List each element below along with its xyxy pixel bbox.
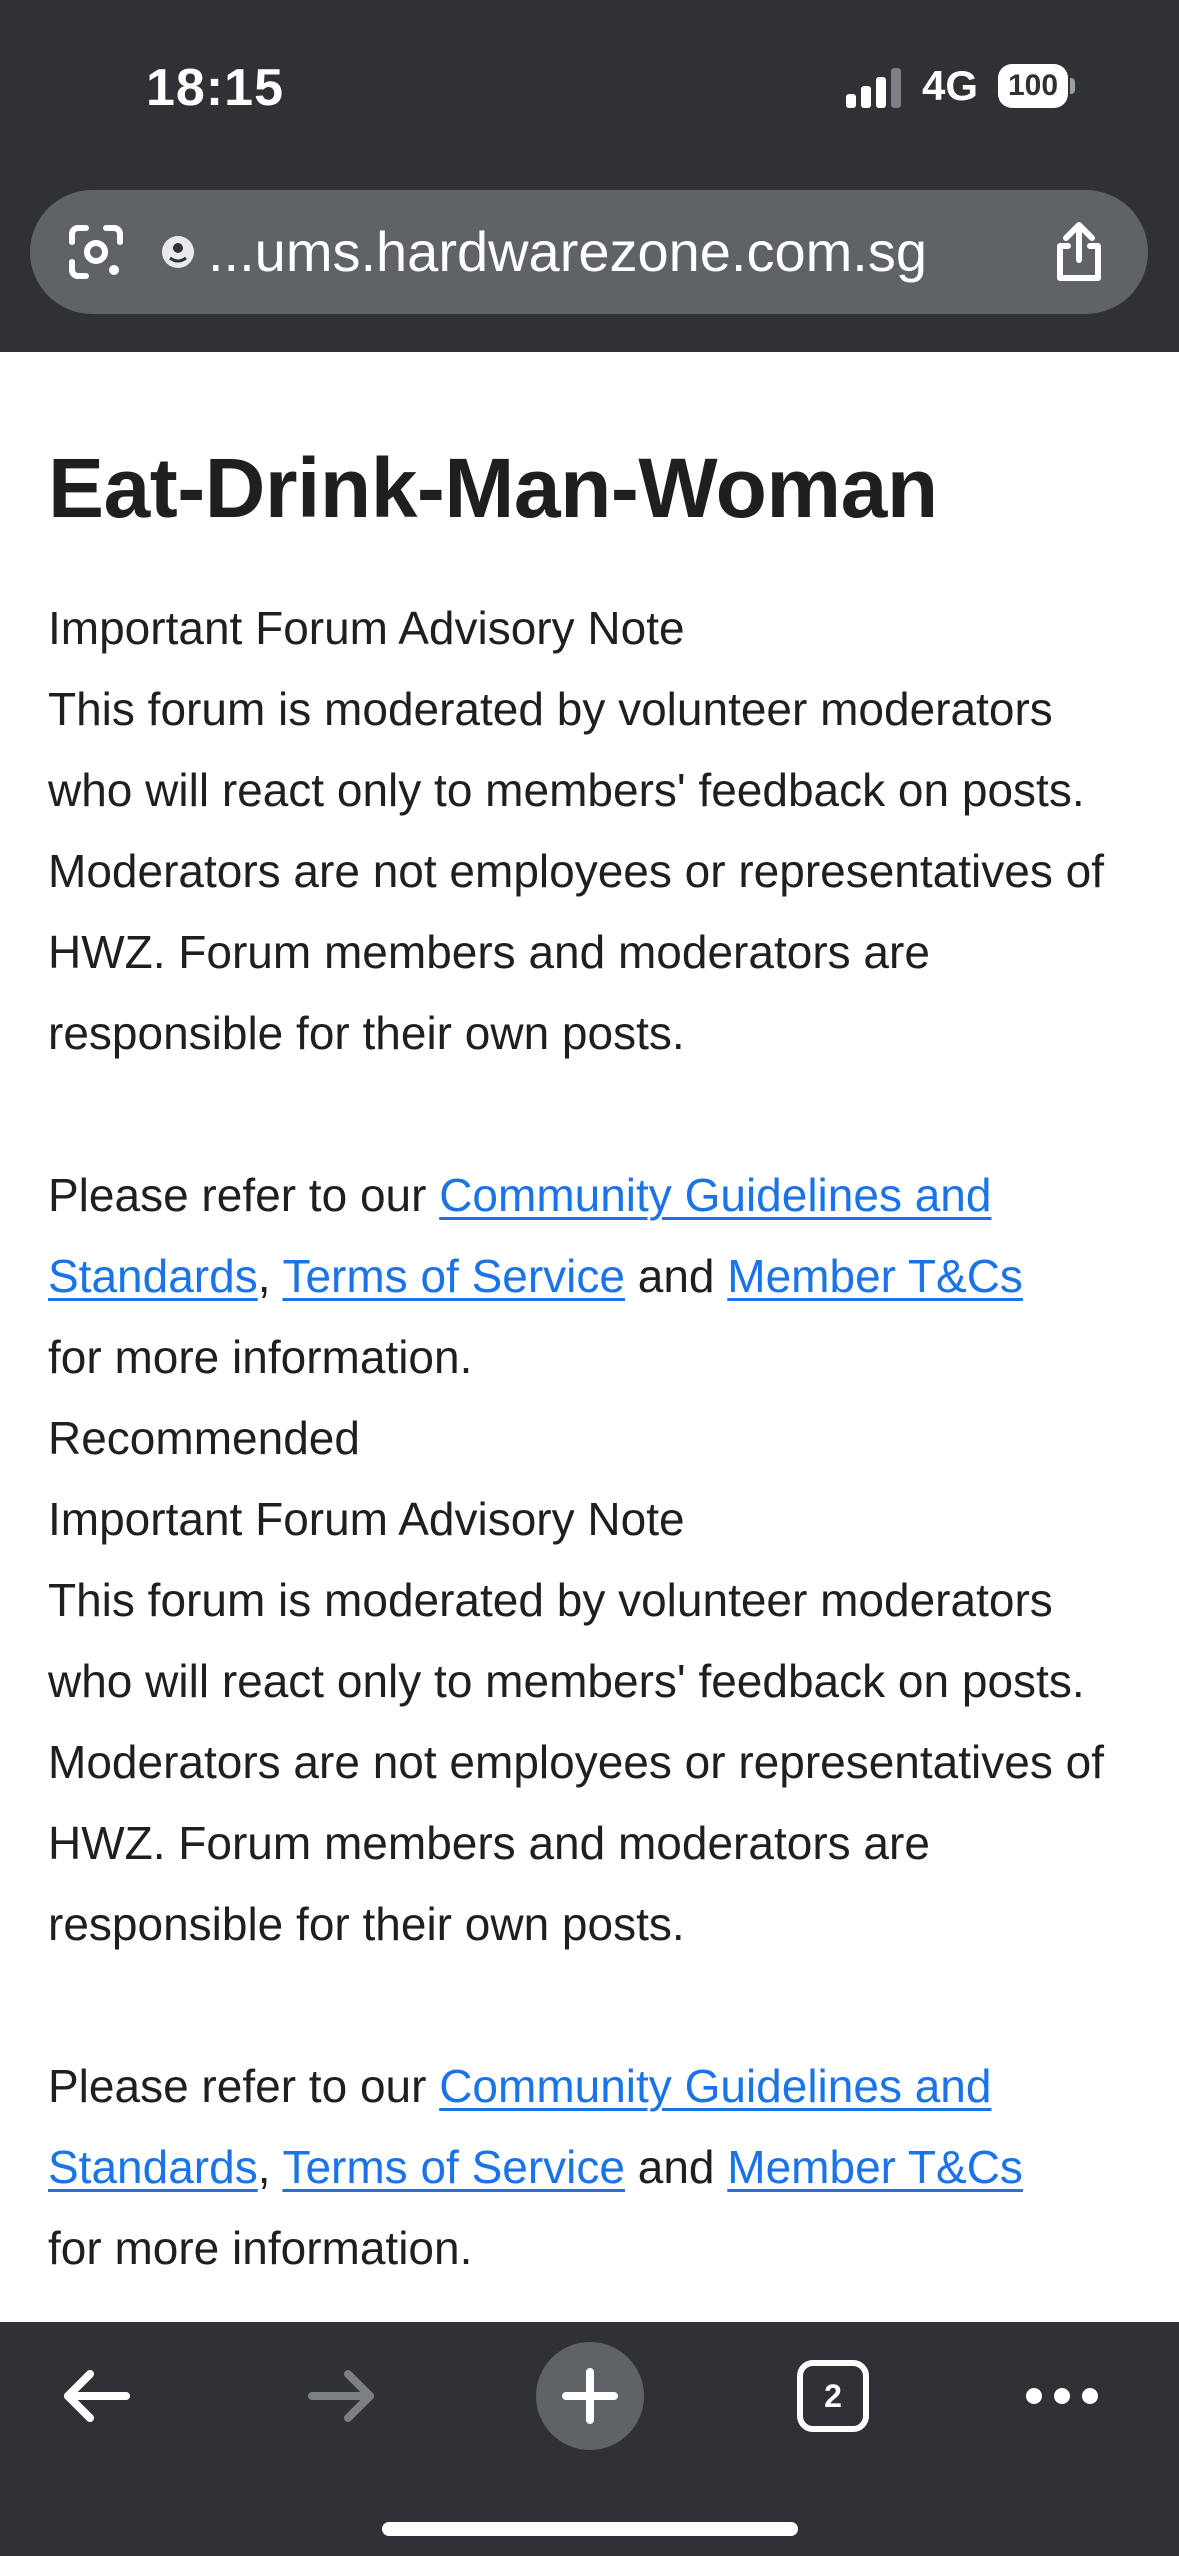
url-text[interactable]: ...ums.hardwarezone.com.sg (208, 220, 927, 283)
comma-separator: , (257, 1250, 283, 1302)
refer-suffix: for more information. (48, 2222, 473, 2274)
battery-level: 100 (998, 64, 1068, 108)
advisory-refer (48, 2046, 1138, 2289)
community-guidelines-link[interactable]: Community Guidelines and Standards (48, 2060, 992, 2193)
browser-top-bar (0, 0, 1179, 352)
network-type: 4G (922, 62, 979, 109)
tabs-icon[interactable]: 2 (797, 2360, 869, 2432)
and-separator: and (624, 2141, 728, 2193)
more-icon[interactable] (1024, 2376, 1100, 2416)
recommended-label: Recommended (48, 1412, 360, 1464)
home-indicator[interactable] (382, 2522, 798, 2536)
community-guidelines-link[interactable]: Community Guidelines and Standards (48, 1169, 992, 1302)
advisory-block (48, 1479, 1138, 2289)
terms-of-service-link[interactable]: Terms of Service (282, 2141, 625, 2193)
and-separator: and (624, 1250, 728, 1302)
new-tab-button[interactable] (536, 2342, 644, 2450)
advisory-heading: Important Forum Advisory Note (48, 602, 685, 654)
comma-separator: , (257, 2141, 283, 2193)
advisory-body: This forum is moderated by volunteer moderators who will react only to members' feedback on posts. Moderators are not employees or representatives of HWZ. Forum members and moderators are responsible for their own posts. (48, 683, 1104, 1059)
advisory-heading: Important Forum Advisory Note (48, 1493, 685, 1545)
refer-prefix: Please refer to our (48, 2060, 440, 2112)
battery-icon (998, 64, 1074, 108)
share-icon[interactable] (1048, 220, 1110, 284)
status-time: 18:15 (146, 59, 284, 117)
member-tcs-link[interactable]: Member T&Cs (727, 2141, 1023, 2193)
forward-arrow-icon[interactable] (302, 2356, 382, 2436)
advisory-block (48, 588, 1138, 1398)
refer-prefix: Please refer to our (48, 1169, 440, 1221)
plus-icon (560, 2366, 620, 2426)
back-arrow-icon[interactable] (56, 2356, 136, 2436)
address-bar[interactable] (30, 190, 1148, 314)
terms-of-service-link[interactable]: Terms of Service (282, 1250, 625, 1302)
site-info-icon[interactable] (162, 236, 194, 268)
page-content (48, 352, 1138, 2289)
lens-icon[interactable] (66, 222, 126, 282)
battery-nub (1070, 78, 1075, 94)
signal-bars-icon (846, 68, 904, 108)
advisory-refer (48, 1155, 1138, 1398)
refer-suffix: for more information. (48, 1331, 473, 1383)
page-title: Eat-Drink-Man-Woman (48, 441, 938, 535)
browser-bottom-bar (0, 2322, 1179, 2556)
member-tcs-link[interactable]: Member T&Cs (727, 1250, 1023, 1302)
advisory-body: This forum is moderated by volunteer moderators who will react only to members' feedback on posts. Moderators are not employees or representatives of HWZ. Forum members and moderators are responsible for their own posts. (48, 1574, 1104, 1950)
